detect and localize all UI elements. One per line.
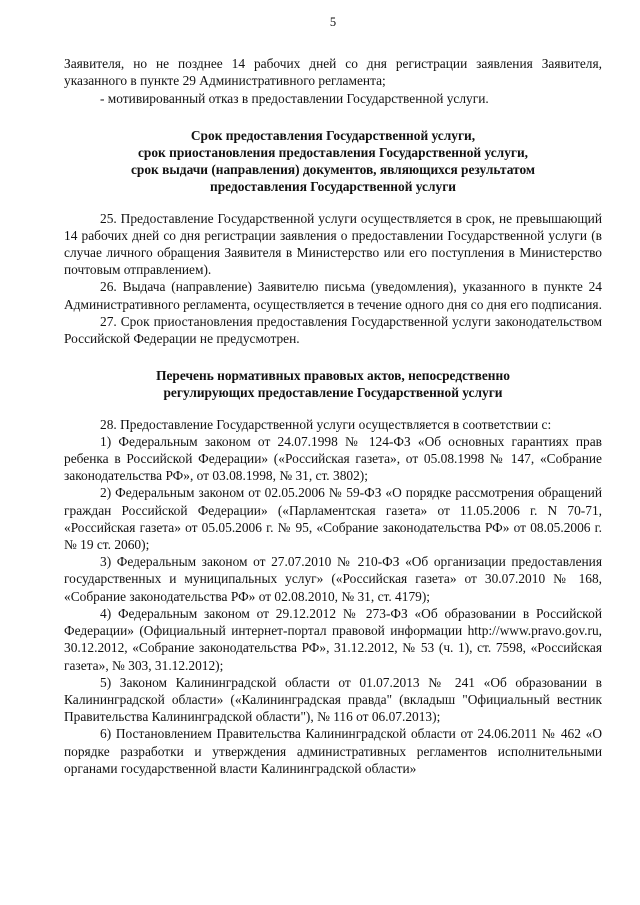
paragraph-25: 25. Предоставление Государственной услуги осуществляется в срок, не превышающий 14 рабочих дней со дня регистрации заявления о предоставлении Государственной услуги (в случае личного обращения Заявителя в Министерство или его поступления в Министерство почтовым отправлением). [64, 210, 602, 278]
list-item: 1) Федеральным законом от 24.07.1998 № 124-ФЗ «Об основных гарантиях прав ребенка в Российской Федерации» («Российская газета», от 05.08.1998 № 147, «Собрание законодательства РФ», от 03.08.1998, № 31, ст. 3802); [64, 433, 602, 484]
paragraph-27: 27. Срок приостановления предоставления Государственной услуги законодательством Российской Федерации не предусмотрен. [64, 313, 602, 347]
heading-line: предоставления Государственной услуги [210, 179, 456, 195]
heading-line: срок приостановления предоставления Государственной услуги, [137, 145, 529, 161]
section-heading-legal-acts [64, 367, 602, 401]
heading-line: срок выдачи (направления) документов, являющихся результатом [130, 162, 536, 178]
list-item: 6) Постановлением Правительства Калининградской области от 24.06.2011 № 462 «О порядке разработки и утверждения административных регламентов исполнительными органами государственной власти Калининградской области» [64, 726, 602, 776]
paragraph-28: 28. Предоставление Государственной услуги осуществляется в соответствии с: [100, 416, 552, 432]
section-heading-terms [64, 127, 602, 196]
list-item: 5) Законом Калининградской области от 01.07.2013 № 241 «Об образовании в Калининградской области» («Калининградская правда" (вкладыш "Официальный вестник Правительства Калининградской области"), № 116 от 06.07.2013); [64, 674, 602, 725]
list-item: 3) Федеральным законом от 27.07.2010 № 210-ФЗ «Об организации предоставления государственных и муниципальных услуг» («Российская газета» от 30.07.2010 № 168, «Собрание законодательства РФ» от 02.08.2010, № 31, ст. 4179); [64, 554, 602, 604]
paragraph-26: 26. Выдача (направление) Заявителю письма (уведомления), указанного в пункте 24 Административного регламента, осуществляется в течение одного дня со дня его подписания. [64, 279, 602, 312]
refusal-bullet: - мотивированный отказ в предоставлении Государственной услуги. [100, 90, 489, 106]
legal-acts-list [64, 433, 602, 777]
page-number: 5 [329, 15, 337, 29]
list-item: 4) Федеральным законом от 29.12.2012 № 273-ФЗ «Об образовании в Российской Федерации» (Официальный интернет-портал правовой информации http://www.pravo.gov.ru, 30.12.2012, «Собрание законодательства РФ», 31.12.2012, № 53 (ч. 1), ст. 7598, «Российская газета», № 303, 31.12.2012); [64, 605, 602, 673]
heading-line: Срок предоставления Государственной услуги, [190, 127, 476, 143]
list-item: 2) Федеральным законом от 02.05.2006 № 59-ФЗ «О порядке рассмотрения обращений граждан Российской Федерации» («Парламентская газета» от 11.05.2006 г. N 70-71, «Российская газета» от 05.05.2006 г. № 95, «Собрание законодательства РФ» от 08.05.2006 г. № 19 ст. 2060); [64, 485, 602, 553]
continued-paragraph: Заявителя, но не позднее 14 рабочих дней со дня регистрации заявления Заявителя, указанного в пункте 29 Административного регламента; [64, 56, 602, 89]
heading-line: Перечень нормативных правовых актов, непосредственно [156, 368, 510, 384]
heading-line: регулирующих предоставление Государственной услуги [163, 385, 503, 401]
